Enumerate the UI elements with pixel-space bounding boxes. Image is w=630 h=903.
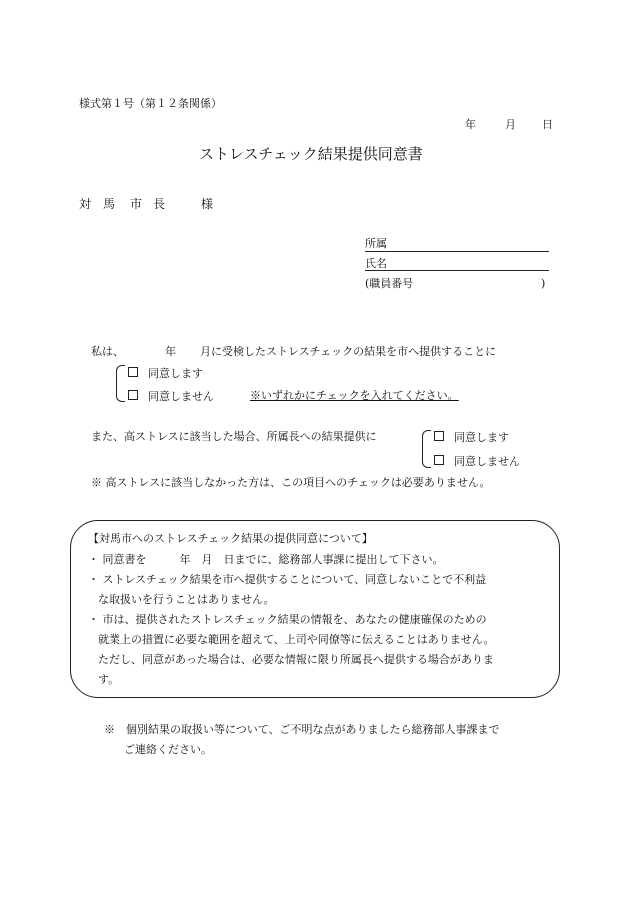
addressee-char-4: 長: [153, 197, 166, 211]
notice-box: [70, 520, 560, 698]
notice-heading: 【対馬市へのストレスチェック結果の提供同意について】: [88, 532, 373, 545]
consent2-disagree-checkbox[interactable]: [434, 455, 444, 465]
document-title: ストレスチェック結果提供同意書: [199, 145, 423, 163]
addressee-char-2: 馬: [103, 197, 116, 211]
name-field[interactable]: [365, 270, 549, 271]
consent1-disagree-label: 同意しません: [148, 390, 214, 403]
consent1-text: 月に受検したストレスチェックの結果を市へ提供することに: [200, 345, 497, 358]
staff-id-close-paren: ): [541, 277, 546, 290]
notice-bullet-3-line-3: ただし、同意があった場合は、必要な情報に限り所属長へ提供する場合がありま: [98, 653, 494, 666]
consent2-agree-checkbox[interactable]: [434, 431, 444, 441]
consent2-text: また、高ストレスに該当した場合、所属長への結果提供に: [91, 430, 377, 443]
footer-note-line-2: ご連絡ください。: [124, 743, 212, 756]
notice-bullet-2-line-2: な取扱いを行うことはありません。: [98, 593, 275, 606]
consent1-brace: [116, 365, 125, 402]
notice-bullet-2-line-1: ・ ストレスチェック結果を市へ提供することについて、同意しないことで不利益: [88, 573, 487, 586]
consent2-disagree-label: 同意しません: [454, 455, 520, 468]
date-day: 日: [542, 118, 553, 131]
addressee-char-3: 市: [130, 197, 143, 211]
notice-bullet-3-line-4: す。: [98, 673, 120, 686]
consent1-disagree-checkbox[interactable]: [128, 390, 138, 400]
consent2-disagree-option[interactable]: [434, 455, 520, 467]
consent1-agree-option[interactable]: [128, 367, 203, 379]
affiliation-field[interactable]: [365, 251, 549, 252]
addressee-honorific: 様: [201, 197, 214, 211]
form-number: 様式第１号（第１２条関係）: [79, 97, 222, 110]
consent1-disagree-option[interactable]: [128, 390, 214, 402]
consent2-agree-label: 同意します: [454, 431, 509, 444]
notice-bullet-3-line-2: 就業上の措置に必要な範囲を超えて、上司や同僚等に伝えることはありません。: [98, 633, 495, 646]
date-year: 年: [465, 118, 476, 131]
footer-note-line-1: ※ 個別結果の取扱い等について、ご不明な点がありましたら総務部人事課まで: [104, 723, 500, 736]
consent2-brace: [422, 430, 431, 468]
consent1-note: ※いずれかにチェックを入れてください。: [250, 389, 459, 402]
consent2-note: ※ 高ストレスに該当しなかった方は、この項目へのチェックは必要ありません。: [91, 476, 491, 489]
consent1-agree-checkbox[interactable]: [128, 367, 138, 377]
notice-bullet-3-line-1: ・ 市は、提供されたストレスチェック結果の情報を、あなたの健康確保のための: [88, 613, 487, 626]
consent1-agree-label: 同意します: [148, 367, 203, 380]
addressee-char-1: 対: [79, 197, 92, 211]
consent1-year: 年: [165, 345, 176, 358]
consent2-agree-option[interactable]: [434, 431, 509, 443]
staff-id-label: (職員番号: [365, 277, 414, 290]
name-label: 氏名: [365, 257, 387, 270]
affiliation-label: 所属: [365, 237, 387, 250]
consent1-intro: 私は、: [91, 345, 124, 358]
date-month: 月: [505, 118, 516, 131]
notice-bullet-1: ・ 同意書を 年 月 日までに、総務部人事課に提出して下さい。: [88, 553, 444, 566]
